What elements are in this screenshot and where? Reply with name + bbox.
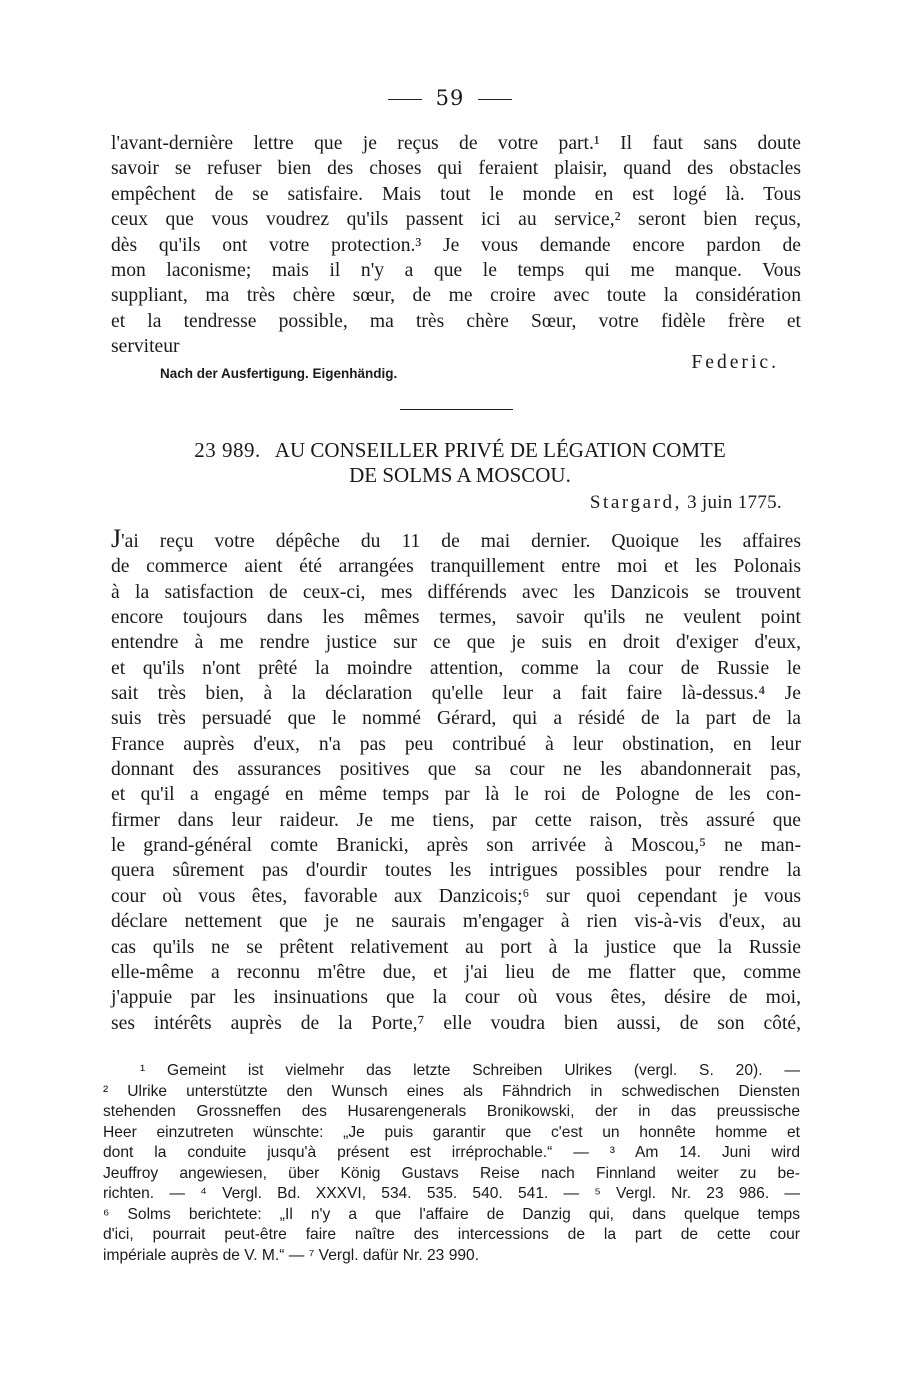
footnote-line: richten. — ⁴ Vergl. Bd. XXXVI, 534. 535. 540. 541. — ⁵ Vergl. Nr. 23 986. — [103,1185,800,1202]
text-line: donnant des assurances positives que sa cour ne les abandonnerait pas, [111,759,801,781]
heading-line-2: DE SOLMS A MOSCOU. [349,463,571,487]
footnote-line: ² Ulrike unterstützte den Wunsch eines als Fähndrich in schwedischen Diensten [103,1082,800,1100]
text-line: et la tendresse possible, ma très chère Sœur, votre fidèle frère et [111,310,801,332]
text-line: à la satisfaction de ceux-ci, mes différends avec les Danzicois se trouvent [111,581,801,603]
text-line: l'avant-dernière lettre que je reçus de votre part.¹ Il faut sans doute [111,133,801,154]
text-line: quera sûrement pas d'ourdir toutes les intrigues possibles pour rendre la [111,860,801,882]
text-line: j'appuie par les insinuations que la cour où vous êtes, désire de moi, [111,987,801,1009]
text-line: elle-même a reconnu m'être due, et j'ai lieu de me flatter que, comme [111,961,801,983]
dash-left [388,99,422,100]
footnote-line: stehenden Grossneffen des Husarengenerals Bronikowski, der in das preussische [103,1103,800,1120]
first-line-text: 'ai reçu votre dépêche du 11 de mai dernier. Quoique les affaires [121,531,801,552]
text-line: serviteur [111,336,180,358]
text-line: empêchent de se satisfaire. Mais tout le monde en est logé là. Tous [111,183,801,205]
drop-cap: J [111,524,122,553]
text-line: de commerce aient été arrangées tranquillement entre moi et les Polonais [111,556,801,578]
text-line: sait très bien, à la déclaration qu'elle leur a fait faire là-dessus.⁴ Je [111,683,801,705]
letter-number: 23 989. [194,438,261,462]
footnote-line: Heer einzutreten wünschte: „Je puis garantir que c'est un honnête homme et [103,1123,800,1141]
text-line: suis très persuadé que le nommé Gérard, qui a résidé de la part de la [111,708,801,730]
signature: Federic. [691,352,779,374]
footnotes [103,1061,800,1266]
dash-right [478,99,512,100]
text-line: firmer dans leur raideur. Je me tiens, par cette raison, très assuré que [111,809,801,831]
page-number-header [0,86,900,110]
text-line: et qu'il a engagé en même temps par là le roi de Pologne de les con- [111,784,801,806]
dateline [590,492,782,514]
footnote-line: impériale auprès de V. M.“ — ⁷ Vergl. dafür Nr. 23 990. [103,1246,480,1264]
footnote-line: d'ici, pourrait peut-être faire naître des intercessions de la part de cette cour [103,1226,800,1243]
footnote-line: Jeuffroy angewiesen, über König Gustavs Reise nach Finnland weiter zu be- [103,1164,800,1182]
source-note: Nach der Ausfertigung. Eigenhändig. [160,366,398,381]
dateline-date: 3 juin 1775. [687,492,782,513]
text-line: suppliant, ma très chère sœur, de me croire avec toute la considération [111,285,801,307]
footnote-line: ¹ Gemeint ist vielmehr das letzte Schreiben Ulrikes (vergl. S. 20). — [140,1062,800,1079]
text-line: cas qu'ils ne se prêtent relativement au port à la justice que la Russie [111,936,801,958]
text-line: dès qu'ils ont votre protection.³ Je vous demande encore pardon de [111,234,801,256]
page-number: 59 [435,86,465,110]
text-line: mon laconisme; mais il n'y a que le temps qui me manque. Vous [111,260,801,282]
text-line [111,526,801,554]
text-line: ceux que vous voudrez qu'ils passent ici au service,² seront bien reçus, [111,209,801,231]
text-line: déclare nettement que je ne saurais m'engager à rien vis-à-vis d'eux, au [111,911,801,933]
letter-heading [110,438,810,488]
letter-body [111,526,801,1036]
heading-line-1 [110,438,810,463]
footnote-line: dont la conduite jusqu'à présent est irréprochable.“ — ³ Am 14. Juni wird [103,1144,800,1161]
text-line: cour où vous êtes, favorable aux Danzicois;⁶ sur quoi cependant je vous [111,885,801,907]
heading-title: AU CONSEILLER PRIVÉ DE LÉGATION COMTE [274,438,726,462]
text-line: entendre à me rendre justice sur ce que je suis en droit d'exiger d'eux, [111,632,801,654]
dateline-place: Stargard, [589,492,683,513]
text-line: et qu'ils n'ont prêté la moindre attention, comme la cour de Russie le [111,657,801,679]
text-line: savoir se refuser bien des choses qui feraient plaisir, quand des obstacles [111,158,801,180]
text-line: ses intérêts auprès de la Porte,⁷ elle voudra bien aussi, de son côté, [111,1012,801,1034]
text-line: le grand-général comte Branicki, après son arrivée à Moscou,⁵ ne man- [111,835,801,857]
section-divider [400,409,513,410]
text-line: encore toujours dans les mêmes termes, savoir qu'ils ne veulent point [111,607,801,629]
footnote-line: ⁶ Solms berichtete: „Il n'y a que l'affaire de Danzig qui, dans quelque temps [103,1205,800,1223]
text-line: France auprès d'eux, n'a pas peu contribué à leur obstination, en leur [111,733,801,755]
